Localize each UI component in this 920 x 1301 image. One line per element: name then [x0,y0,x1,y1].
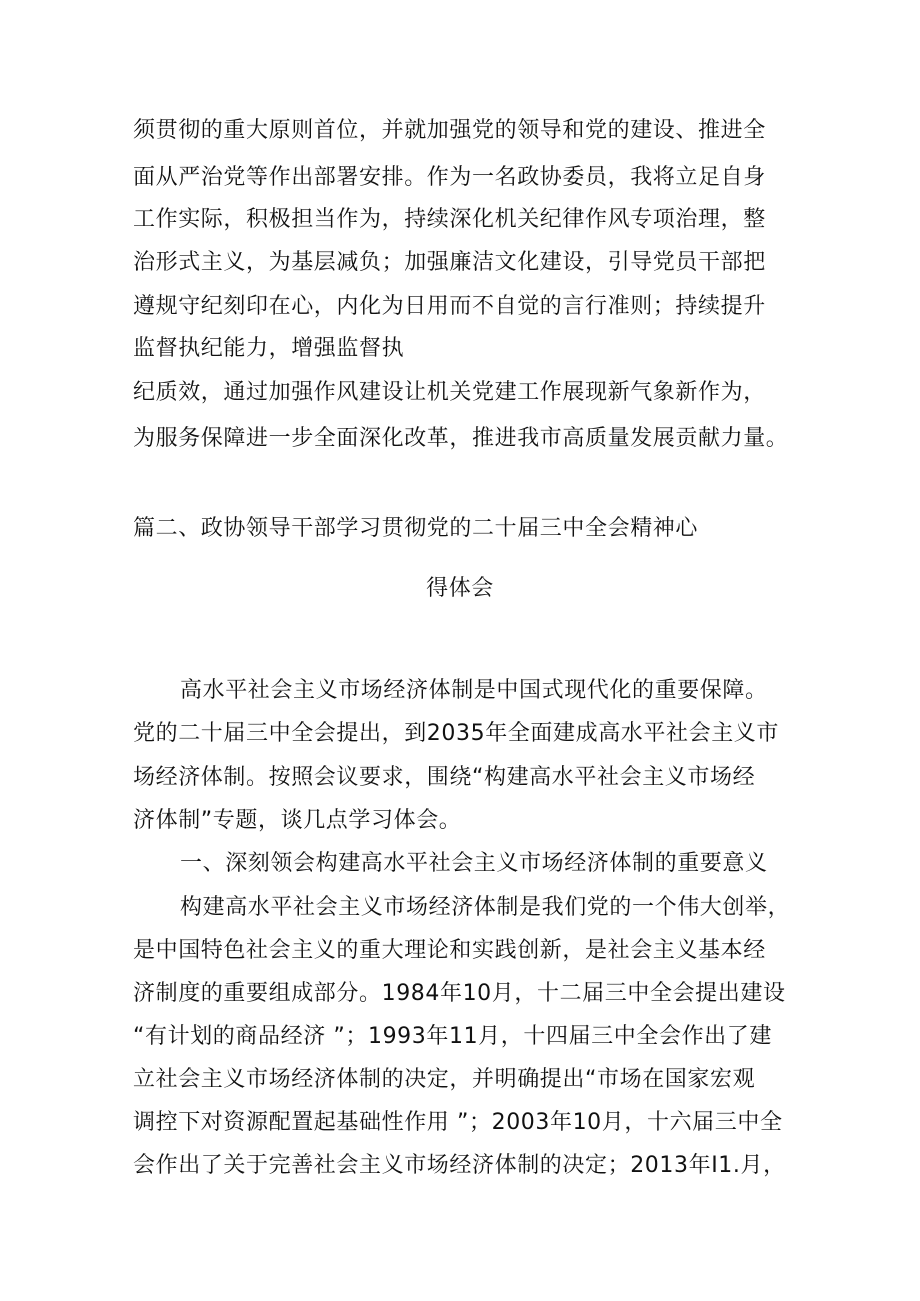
paragraph-line: 监督执纪能力，增强监督执 [133,336,405,361]
paragraph-line: 纪质效，通过加强作风建设让机关党建工作展现新气象新作为， [133,380,766,405]
paragraph-line: 场经济体制。按照会议要求，围绕“构建高水平社会主义市场经 [133,765,756,790]
section-heading: 一、深刻领会构建高水平社会主义市场经济体制的重要意义 [180,851,768,876]
paragraph-line: 党的二十届三中全会提出，到2035年全面建成高水平社会主义市 [133,721,779,746]
paragraph-line: 济制度的重要组成部分。1984年10月，十二届三中全会提出建设 [133,981,786,1006]
section-title-line-2: 得体会 [426,576,494,601]
paragraph-line: 构建高水平社会主义市场经济体制是我们党的一个伟大创举， [180,895,791,920]
paragraph-line: 是中国特色社会主义的重大理论和实践创新，是社会主义基本经 [133,938,766,963]
paragraph-line: 济体制”专题，谈几点学习体会。 [133,808,462,833]
paragraph-line: 高水平社会主义市场经济体制是中国式现代化的重要保障。 [180,678,768,703]
paragraph-line: 须贯彻的重大原则首位，并就加强党的领导和党的建设、推进全 [133,118,766,143]
paragraph-line: “有计划的商品经济 ”；1993年11月，十四届三中全会作出了建 [133,1024,772,1049]
paragraph-line: 遵规守纪刻印在心，内化为日用而不自觉的言行准则；持续提升 [133,294,766,319]
paragraph-line: 立社会主义市场经济体制的决定，并明确提出“市场在国家宏观 [133,1067,756,1092]
section-title-line-1: 篇二、政协领导干部学习贯彻党的二十届三中全会精神心 [133,516,699,541]
paragraph-line: 治形式主义，为基层减负；加强廉洁文化建设，引导党员干部把 [133,250,766,275]
paragraph-line: 工作实际，积极担当作为，持续深化机关纪律作风专项治理，整 [133,207,766,232]
paragraph-line: 会作出了关于完善社会主义市场经济体制的决定；2013年I1.月， [133,1153,786,1178]
paragraph-line: 面从严治党等作出部署安排。作为一名政协委员，我将立足自身 [133,165,766,190]
paragraph-line: 为服务保障进一步全面深化改革，推进我市高质量发展贡献力量。 [133,426,789,451]
paragraph-line: 调控下对资源配置起基础性作用 ”；2003年10月，十六届三中全 [133,1110,783,1135]
